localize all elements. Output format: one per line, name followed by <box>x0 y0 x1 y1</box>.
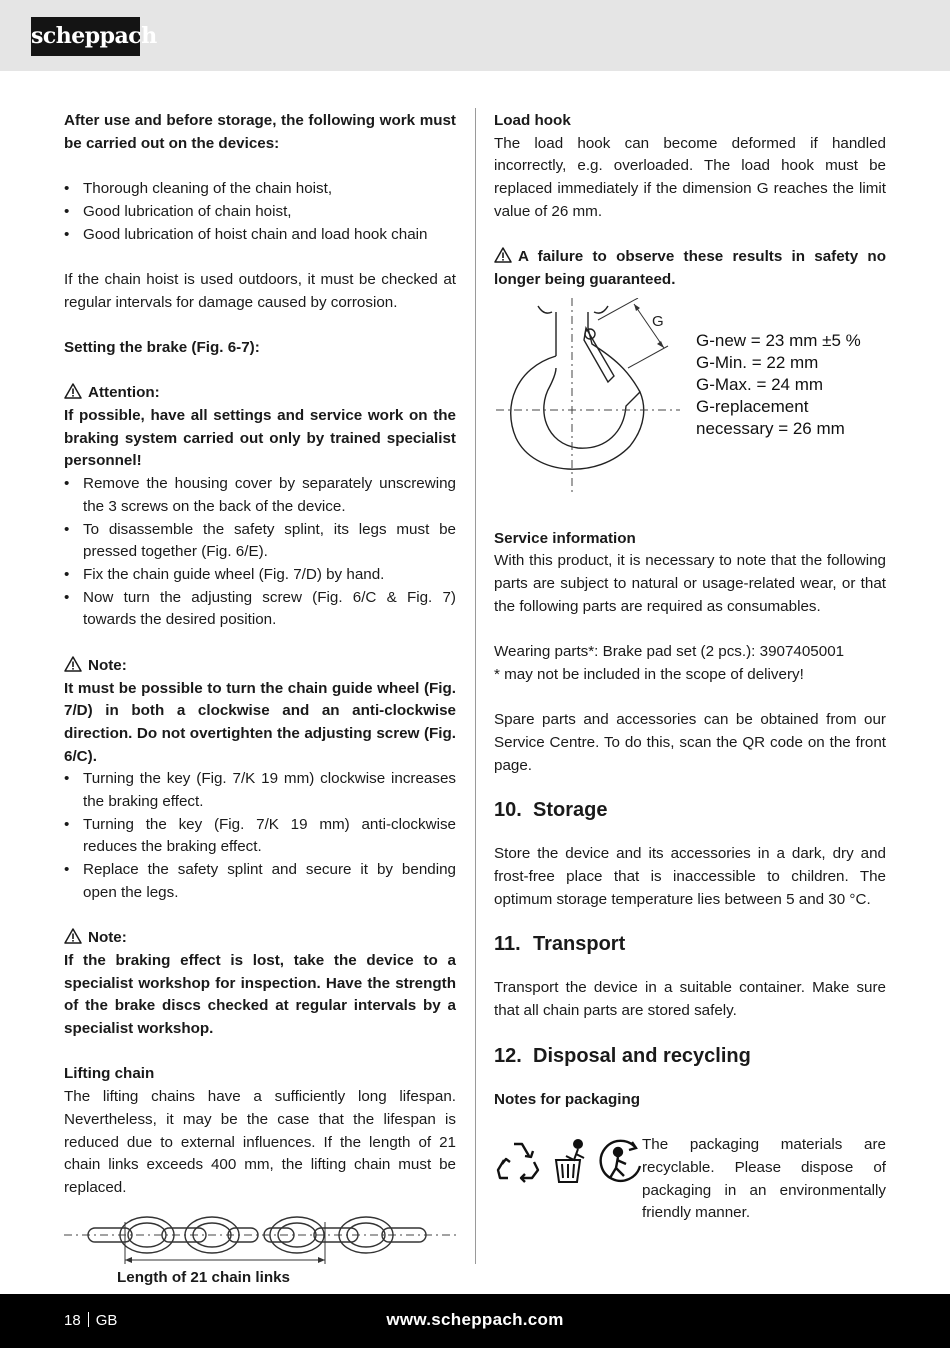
note-heading <box>64 927 456 950</box>
list-item: • Turning the key (Fig. 7/K 19 mm) anti-clockwise reduces the braking effect. <box>64 814 456 859</box>
lifting-heading: Lifting chain <box>64 1065 155 1083</box>
warning-icon <box>494 247 512 263</box>
note-label: Note: <box>88 656 127 674</box>
left-column <box>64 110 456 1300</box>
warning-icon <box>64 656 82 672</box>
spare-parts-text: Spare parts and accessories can be obtained from our Service Centre. To do this, scan the QR code on the front page. <box>494 711 886 774</box>
list-item: • Turning the key (Fig. 7/K 19 mm) clockwise increases the braking effect. <box>64 768 456 813</box>
failure-text: A failure to observe these results in safety no longer being guaranteed. <box>494 248 886 288</box>
storage-text: Store the device and its accessories in a dark, dry and frost-free place that is inaccessible to children. The optimum storage temperature lies between 5 and 30 °C. <box>494 845 886 908</box>
recycle-icon <box>494 1138 542 1184</box>
warning-icon <box>64 928 82 944</box>
brand-logo: scheppach <box>31 17 140 56</box>
list-item: • Replace the safety splint and secure it by bending open the legs. <box>64 859 456 904</box>
hook-spec <box>696 330 861 440</box>
lifting-text: The lifting chains have a sufficiently long lifespan. Nevertheless, it may be the case that the lifespan is reduced due to external influences. If the length of 21 chain links exceeds 400 mm, the lifting chain must be replaced. <box>64 1088 456 1196</box>
outdoor-text: If the chain hoist is used outdoors, it must be checked at regular intervals for damage caused by corrosion. <box>64 270 456 311</box>
section-heading-disposal: 12. Disposal and recycling <box>494 1044 751 1067</box>
hook-figure <box>494 298 886 528</box>
failure-warning <box>494 246 886 291</box>
packaging-block <box>494 1134 886 1234</box>
packaging-heading: Notes for packaging <box>494 1090 640 1108</box>
service-heading: Service information <box>494 529 636 547</box>
column-divider <box>475 108 476 1264</box>
right-column <box>494 110 886 1234</box>
load-hook-diagram <box>494 298 694 494</box>
hook-heading: Load hook <box>494 112 571 129</box>
packaging-icons <box>494 1138 644 1192</box>
page-header <box>0 0 950 71</box>
note-heading <box>64 655 456 678</box>
list-item: • To disassemble the safety splint, its legs must be pressed together (Fig. 6/E). <box>64 519 456 564</box>
delivery-note: * may not be included in the scope of delivery! <box>494 665 804 683</box>
wearing-parts: Wearing parts*: Brake pad set (2 pcs.): 3907405001 <box>494 643 845 661</box>
packaging-text: The packaging materials are recyclable. Please dispose of packaging in an environmentally friendly manner. <box>642 1136 886 1222</box>
note-label: Note: <box>88 929 127 947</box>
note-text: If the braking effect is lost, take the device to a specialist workshop for inspection. Have the strength of the brake discs checked at regular intervals by a specialist workshop. <box>64 951 456 1038</box>
chain-figure <box>64 1208 456 1300</box>
intro-heading: After use and before storage, the following work must be carried out on the devices: <box>64 112 456 152</box>
brake-steps <box>64 473 456 632</box>
page-number: 18 GB <box>64 1312 118 1329</box>
list-item: • Remove the housing cover by separately unscrewing the 3 screws on the back of the device. <box>64 473 456 518</box>
attention-heading <box>64 382 456 405</box>
note-text: It must be possible to turn the chain guide wheel (Fig. 7/D) in both a clockwise and an anti-clockwise direction. Do not overtighten the adjusting screw (Fig. 6/C). <box>64 679 456 765</box>
attention-text: If possible, have all settings and service work on the braking system carried out only by trained specialist personnel! <box>64 407 456 470</box>
service-text: With this product, it is necessary to note that the following parts are subject to natural or usage-related wear, or that the following parts are required as consumables. <box>494 552 886 615</box>
key-steps <box>64 768 456 904</box>
transport-text: Transport the device in a suitable container. Make sure that all chain parts are stored safely. <box>494 979 886 1020</box>
hook-text: The load hook can become deformed if handled incorrectly, e.g. overloaded. The load hook must be replaced immediately if the dimension G reaches the limit value of 26 mm. <box>494 134 886 220</box>
care-list <box>64 178 456 246</box>
waste-bin-icon <box>548 1138 590 1184</box>
list-item: • Fix the chain guide wheel (Fig. 7/D) by hand. <box>64 564 456 587</box>
section-heading-transport: 11. Transport <box>494 933 626 956</box>
list-item: • Good lubrication of chain hoist, <box>64 201 456 224</box>
spec-line: G-Min. = 22 mm <box>696 352 819 372</box>
page-footer <box>0 1294 950 1348</box>
chain-caption: Length of 21 chain links <box>117 1268 290 1286</box>
brake-heading: Setting the brake (Fig. 6-7): <box>64 338 260 356</box>
recycling-person-icon <box>596 1138 644 1184</box>
list-item: • Good lubrication of hoist chain and load hook chain <box>64 224 456 247</box>
list-item: • Thorough cleaning of the chain hoist, <box>64 178 456 201</box>
section-heading-storage: 10. Storage <box>494 799 608 822</box>
website-url: www.scheppach.com <box>386 1310 564 1329</box>
spec-line: necessary = 26 mm <box>696 418 845 438</box>
spec-line: G-replacement <box>696 396 809 416</box>
spec-line: G-Max. = 24 mm <box>696 374 824 394</box>
attention-label: Attention: <box>88 384 160 402</box>
spec-line: G-new = 23 mm ±5 % <box>696 330 861 350</box>
list-item: • Now turn the adjusting screw (Fig. 6/C & Fig. 7) towards the desired position. <box>64 587 456 632</box>
dimension-g-label: G <box>652 312 664 330</box>
warning-icon <box>64 383 82 399</box>
